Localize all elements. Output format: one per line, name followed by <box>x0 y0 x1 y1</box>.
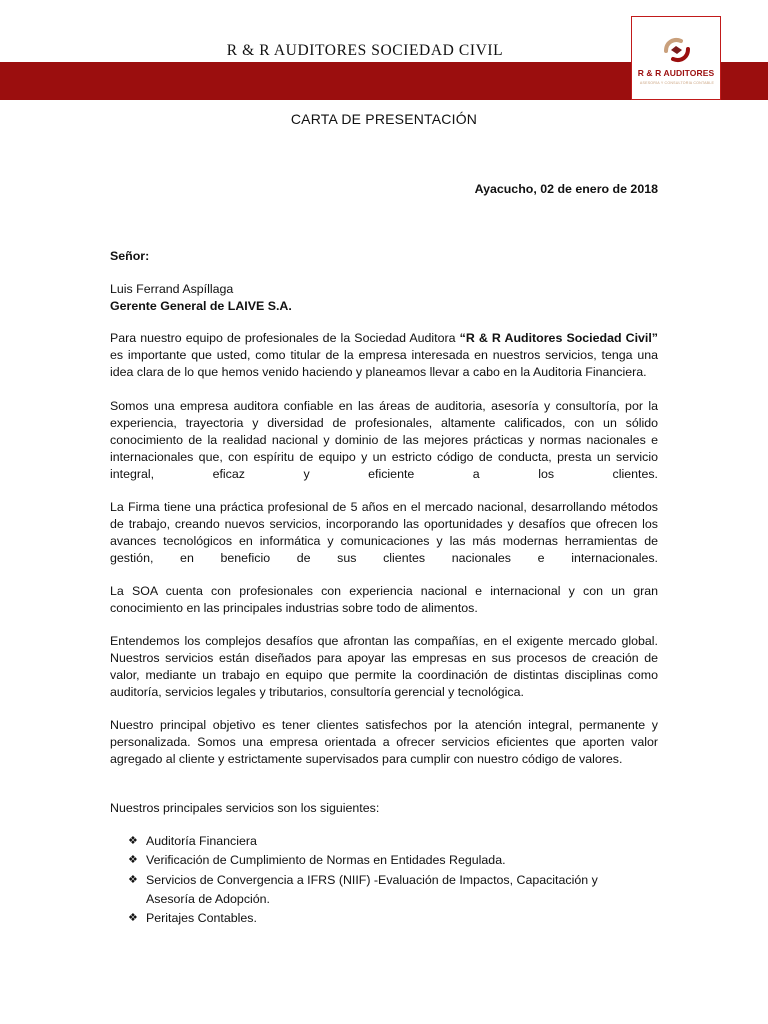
paragraph-6-line: Nuestro principal objetivo es tener clientes satisfechos por la atención integral, permanente y <box>110 718 658 732</box>
paragraph-1-line-2: es importante que usted, como titular de la empresa interesada en nuestros servicios, tenga una <box>110 348 658 362</box>
document-title: CARTA DE PRESENTACIÓN <box>290 111 478 127</box>
paragraph-1-line-1 <box>110 330 658 347</box>
paragraph-5-line: Nuestros servicios están diseñados para apoyar las empresas en sus procesos de creación de <box>110 651 658 665</box>
paragraph-2-line: Somos una empresa auditora confiable en las áreas de auditoria, asesoría y consultoría, por la <box>110 399 658 413</box>
paragraph-3-line: La Firma tiene una práctica profesional de 5 años en el mercado nacional, desarrollando métodos <box>110 500 658 514</box>
service-label: Servicios de Convergencia a IFRS (NIIF) -Evaluación de Impactos, Capacitación y Asesoría de Adopción. <box>146 872 598 906</box>
services-list <box>128 832 648 928</box>
handshake-logo-icon <box>662 35 692 65</box>
diamond-bullet-icon: ❖ <box>128 835 138 847</box>
logo-tagline: ASESORÍA Y CONSULTORÍA CONTABLE <box>639 81 715 85</box>
paragraph-5-line: auditoría, servicios legales y tributarios, consultoría gerencial y tecnológica. <box>110 685 524 699</box>
list-item <box>128 871 626 910</box>
service-label: Peritajes Contables. <box>146 911 257 926</box>
company-name: R & R AUDITORES SOCIEDAD CIVIL <box>226 42 504 59</box>
services-intro: Nuestros principales servicios son los siguientes: <box>110 801 380 815</box>
paragraph-2-line: integral, eficaz y eficiente a los clientes. <box>110 467 658 481</box>
paragraph-3-line: gestión, en beneficio de sus clientes nacionales e internacionales. <box>110 551 658 565</box>
list-item <box>128 909 648 928</box>
paragraph-2-line: experiencia, trayectoria y diversidad de profesionales, altamente calificados, con un sólido <box>110 416 658 430</box>
firm-name-quote: “R & R Auditores Sociedad Civil” <box>459 331 658 345</box>
logo-name: R & R AUDITORES <box>637 68 715 78</box>
paragraph-1-text: Para nuestro equipo de profesionales de la Sociedad Auditora <box>110 331 460 345</box>
salutation: Señor: <box>110 249 150 263</box>
diamond-bullet-icon: ❖ <box>128 854 138 867</box>
diamond-bullet-icon: ❖ <box>128 912 138 925</box>
paragraph-3-line: avances tecnológicos en informática y comunicaciones y las más modernas herramientas de <box>110 534 658 548</box>
list-item <box>128 832 648 851</box>
diamond-bullet-icon: ❖ <box>128 873 138 886</box>
paragraph-5-line: valor, mediante un trabajo en equipo que permite la coordinación de distintas disciplinas como <box>110 668 658 682</box>
company-logo <box>631 16 721 100</box>
list-item <box>128 851 648 870</box>
paragraph-6-line: personalizada. Somos una empresa orientada a ofrecer servicios eficientes que aporten valor <box>110 735 658 749</box>
recipient-name: Luis Ferrand Aspíllaga <box>110 282 234 296</box>
letter-date: Ayacucho, 02 de enero de 2018 <box>474 182 658 196</box>
service-label: Auditoría Financiera <box>146 834 257 848</box>
recipient-title: Gerente General de LAIVE S.A. <box>110 299 292 313</box>
paragraph-5-line: Entendemos los complejos desafíos que afrontan las compañías, en el exigente mercado global. <box>110 634 658 648</box>
paragraph-2-line: conocimiento de la realidad nacional y dominio de las mejores prácticas y normas nacionales e <box>110 433 658 447</box>
paragraph-4-line: conocimiento en las principales industrias sobre todo de alimentos. <box>110 601 478 615</box>
paragraph-4-line: La SOA cuenta con profesionales con experiencia nacional e internacional y con un gran <box>110 584 658 598</box>
paragraph-3-line: de trabajo, creando nuevos servicios, incorporando las oportunidades y desafíos que ofrecen los <box>110 517 658 531</box>
paragraph-2-line: internacionales que, con espíritu de equipo y un estricto código de conducta, presta un servicio <box>110 450 658 464</box>
service-label: Verificación de Cumplimiento de Normas en Entidades Regulada. <box>146 853 506 868</box>
paragraph-1-line-3: idea clara de lo que hemos venido haciendo y planeamos llevar a cabo en la Auditoria Financiera. <box>110 365 647 379</box>
paragraph-6-line: agregado al cliente y estrictamente supervisados para cumplir con nuestro código de valores. <box>110 752 623 766</box>
